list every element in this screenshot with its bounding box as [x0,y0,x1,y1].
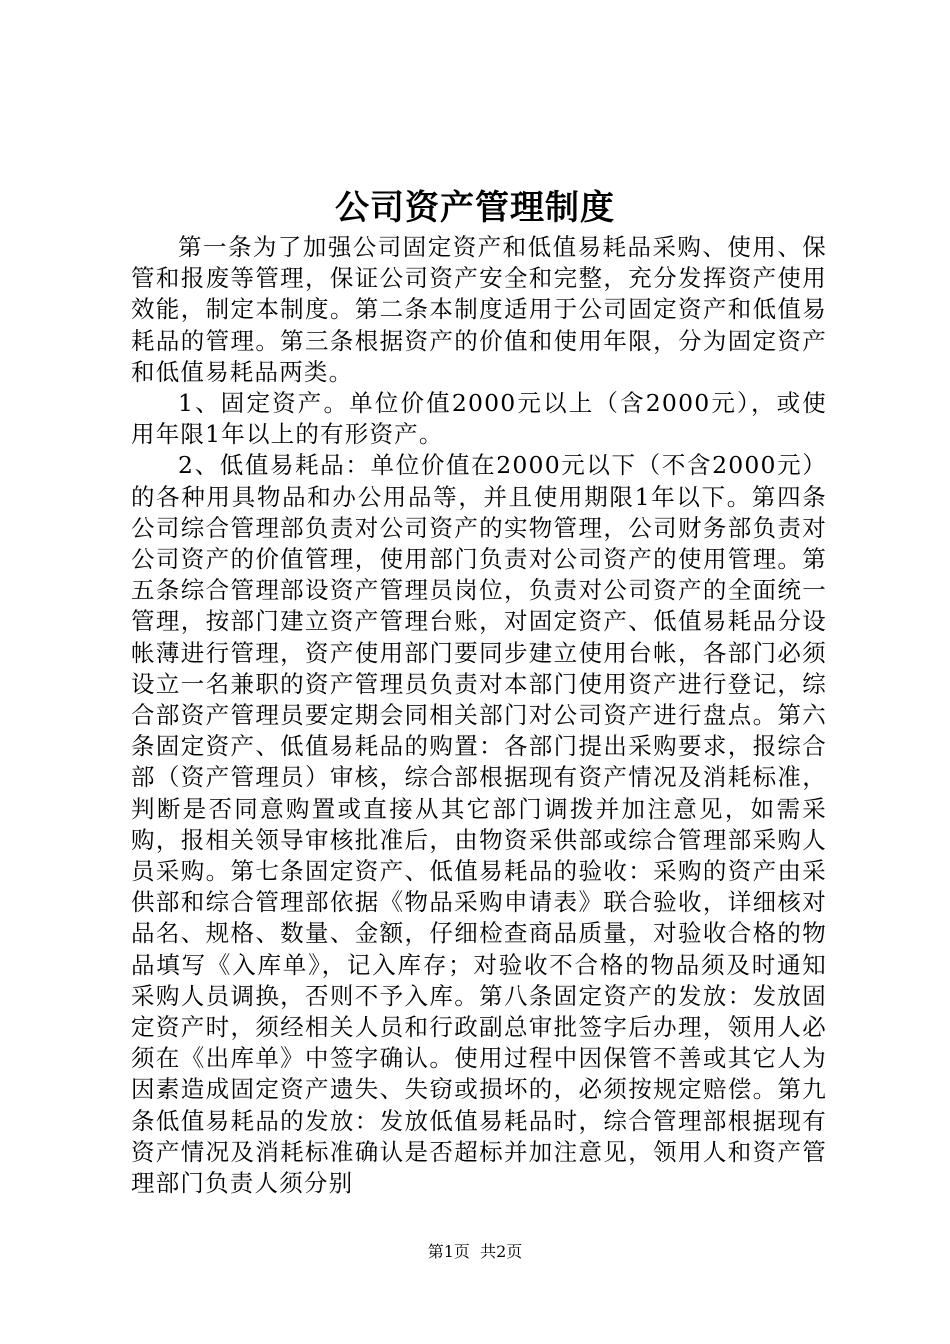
body-paragraph-3: 2、低值易耗品：单位价值在2000元以下（不含2000元）的各种用具物品和办公用品等，并且使用期限1年以下。第四条公司综合管理部负责对公司资产的实物管理，公司财务部负责对公司资产的价值管理，使用部门负责对公司资产的使用管理。第五条综合管理部设资产管理员岗位，负责对公司资产的全面统一管理，按部门建立资产管理台账，对固定资产、低值易耗品分设帐薄进行管理，资产使用部门要同步建立使用台帐，各部门必须设立一名兼职的资产管理员负责对本部门使用资产进行登记，综合部资产管理员要定期会同相关部门对公司资产进行盘点。第六条固定资产、低值易耗品的购置：各部门提出采购要求，报综合部（资产管理员）审核，综合部根据现有资产情况及消耗标准，判断是否同意购置或直接从其它部门调拨并加注意见，如需采购，报相关领导审核批准后，由物资采供部或综合管理部采购人员采购。第七条固定资产、低值易耗品的验收：采购的资产由采供部和综合管理部依据《物品采购申请表》联合验收，详细核对品名、规格、数量、金额，仔细检查商品质量，对验收合格的物品填写《入库单》，记入库存；对验收不合格的物品须及时通知采购人员调换，否则不予入库。第八条固定资产的发放：发放固定资产时，须经相关人员和行政副总审批签字后办理，领用人必须在《出库单》中签字确认。使用过程中因保管不善或其它人为因素造成固定资产遗失、失窃或损坏的，必须按规定赔偿。第九条低值易耗品的发放：发放低值易耗品时，综合管理部根据现有资产情况及消耗标准确认是否超标并加注意见，领用人和资产管理部门负责人须分别 [131,451,827,1198]
page-footer [0,1240,950,1264]
page-number-label: 第1页 共2页 [427,1242,523,1261]
body-paragraph-2: 1、固定资产。单位价值2000元以上（含2000元），或使用年限1年以上的有形资产。 [131,389,827,449]
document-title: 公司资产管理制度 [335,188,615,228]
body-paragraph-1: 第一条为了加强公司固定资产和低值易耗品采购、使用、保管和报废等管理，保证公司资产安全和完整，充分发挥资产使用效能，制定本制度。第二条本制度适用于公司固定资产和低值易耗品的管理。第三条根据资产的价值和使用年限，分为固定资产和低值易耗品两类。 [131,233,827,386]
document-body [131,232,827,1199]
